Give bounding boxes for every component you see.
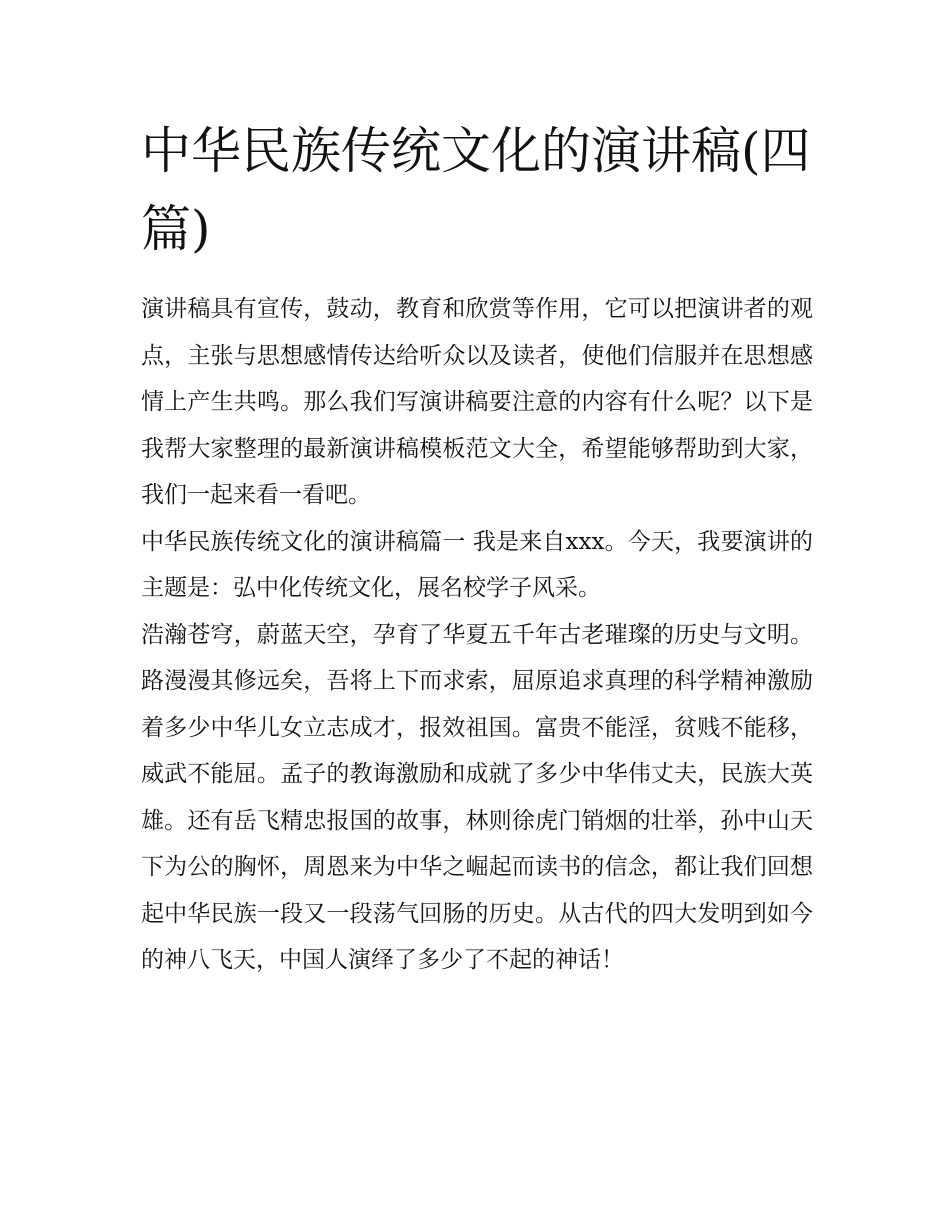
history-culture-paragraph: 浩瀚苍穹，蔚蓝天空，孕育了华夏五千年古老璀璨的历史与文明。路漫漫其修远矣，吾将上下而求索，屈原追求真理的科学精神激励着多少中华儿女立志成才，报效祖国。富贵不能淫，贫贱不能移，威武不能屈。孟子的教诲激励和成就了多少中华伟丈夫，民族大英雄。还有岳飞精忠报国的故事，林则徐虎门销烟的壮举，孙中山天下为公的胸怀，周恩来为中华之崛起而读书的信念，都让我们回想起中华民族一段又一段荡气回肠的历史。从古代的四大发明到如今的神八飞天，中国人演绎了多少了不起的神话！ bbox=[141, 621, 813, 973]
document-title: 中华民族传统文化的演讲稿(四篇) bbox=[141, 122, 811, 258]
speech-opening-paragraph: 中华民族传统文化的演讲稿篇一 我是来自xxx。今天，我要演讲的主题是：弘中化传统文化，展名校学子风采。 bbox=[141, 528, 813, 601]
document-content bbox=[141, 112, 813, 984]
intro-paragraph: 演讲稿具有宣传，鼓动，教育和欣赏等作用，它可以把演讲者的观点，主张与思想感情传达给听众以及读者，使他们信服并在思想感情上产生共鸣。那么我们写演讲稿要注意的内容有什么呢？以下是我帮大家整理的最新演讲稿模板范文大全，希望能够帮助到大家，我们一起来看一看吧。 bbox=[141, 296, 813, 508]
